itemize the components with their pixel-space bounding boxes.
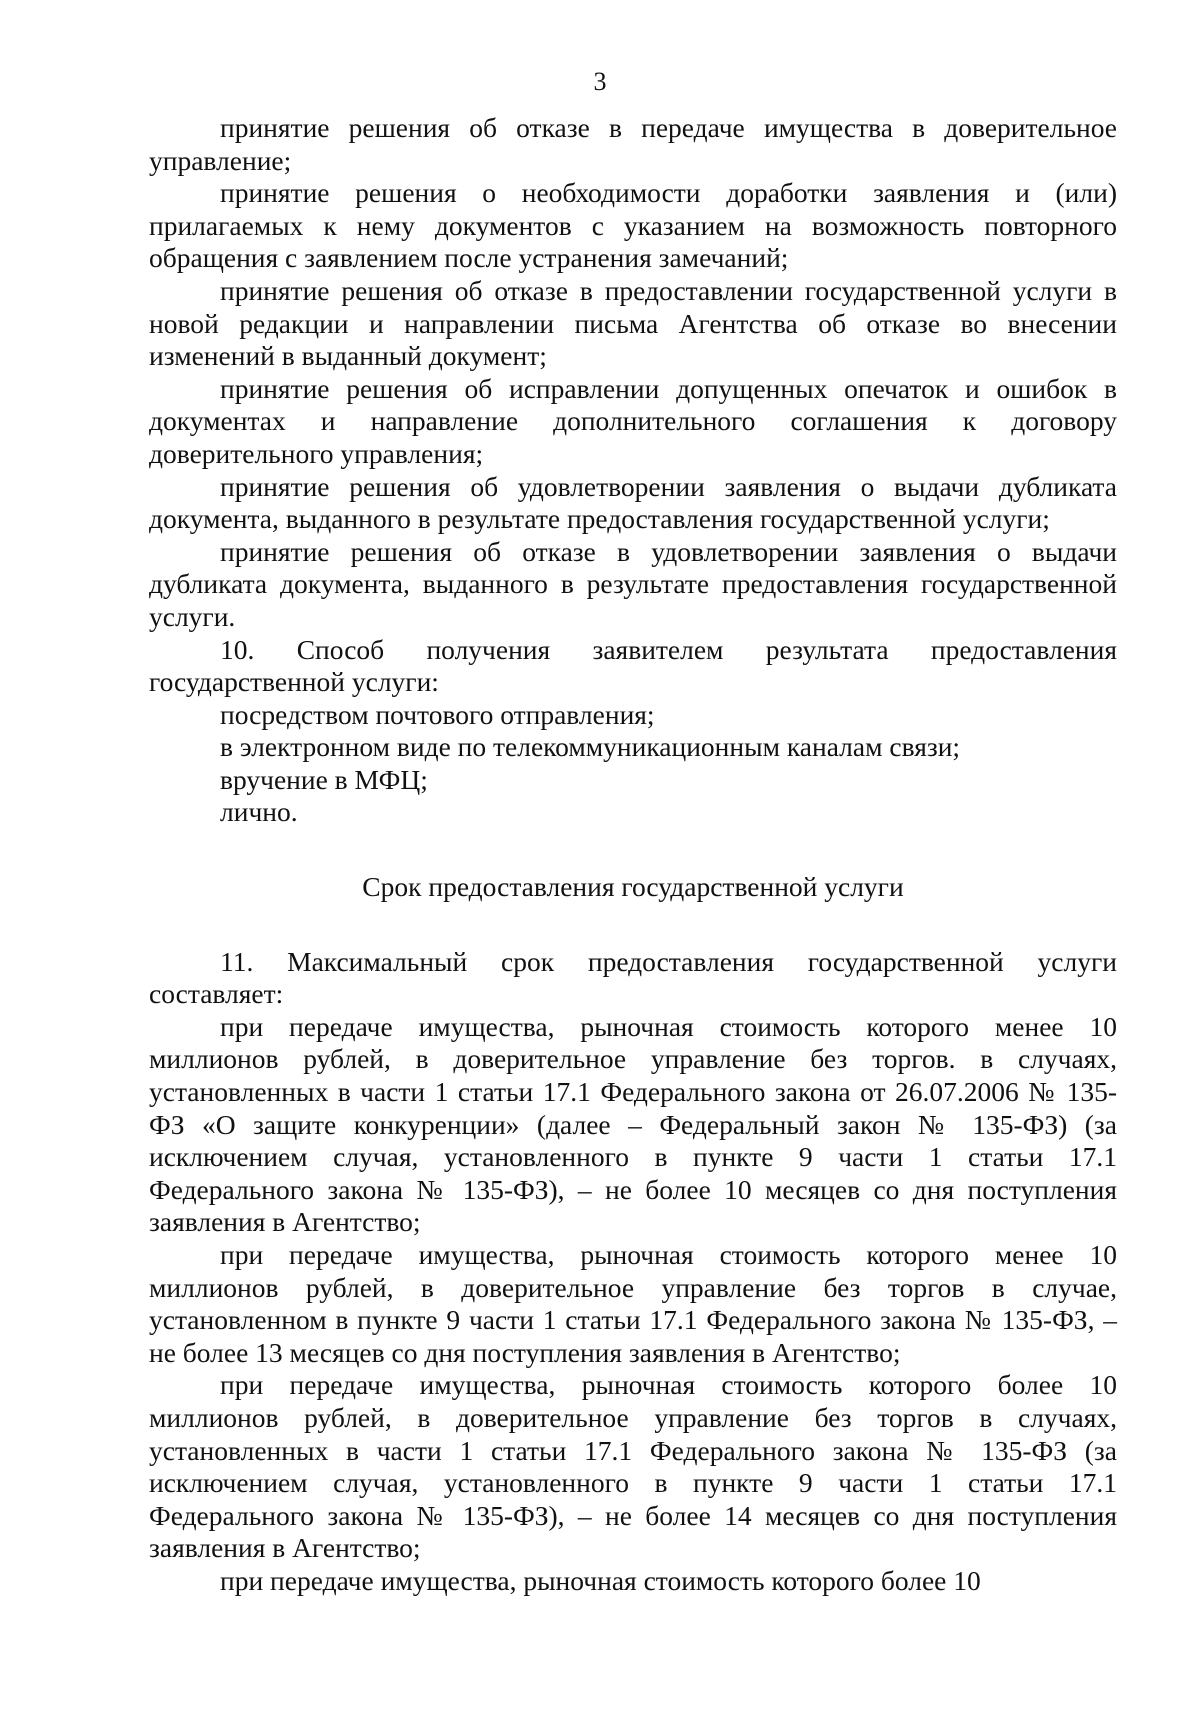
list-item: вручение в МФЦ; [220,763,428,795]
paragraph: принятие решения об исправлении допущенных опечаток и ошибок в документах и направление дополнительного соглашения к договору доверительного управления; [149,372,1117,469]
document-body [149,112,1117,1598]
list-item: посредством почтового отправления; [220,698,655,730]
paragraph-item-10: 10. Способ получения заявителем результата предоставления государственной услуги: [149,633,1117,698]
section-heading: Срок предоставления государственной услуги [362,871,904,903]
paragraph: принятие решения об отказе в передаче имущества в доверительное управление; [149,112,1117,176]
paragraph: принятие решения об отказе в предоставлении государственной услуги в новой редакции и направлении письма Агентства об отказе во внесении изменений в выданный документ; [149,274,1117,372]
paragraph: при передаче имущества, рыночная стоимость которого менее 10 миллионов рублей, в доверительное управление без торгов в случае, установленном в пункте 9 части 1 статьи 17.1 Федерального закона № 135-ФЗ, – не более 13 месяцев со дня поступления заявления в Агентство; [149,1239,1117,1368]
paragraph: при передаче имущества, рыночная стоимость которого более 10 миллионов рублей, в доверительное управление без торгов в случаях, установленных в части 1 статьи 17.1 Федерального закона № 135-ФЗ (за исключением случая, установленного в пункте 9 части 1 статьи 17.1 Федерального закона № 135-ФЗ), – не более 14 месяцев со дня поступления заявления в Агентство; [149,1369,1117,1564]
paragraph: при передаче имущества, рыночная стоимость которого менее 10 миллионов рублей, в доверительное управление без торгов. в случаях, установленных в части 1 статьи 17.1 Федерального закона от 26.07.2006 № 135-ФЗ «О защите конкуренции» (далее – Федеральный закон № 135-ФЗ) (за исключением случая, установленного в пункте 9 части 1 статьи 17.1 Федерального закона № 135-ФЗ), – не более 10 месяцев со дня поступления заявления в Агентство; [149,1010,1117,1238]
paragraph: принятие решения о необходимости доработки заявления и (или) прилагаемых к нему документов с указанием на возможность повторного обращения с заявлением после устранения замечаний; [149,177,1117,274]
paragraph: принятие решения об отказе в удовлетворении заявления о выдачи дубликата документа, выданного в результате предоставления государственной услуги. [149,535,1117,632]
list-item: лично. [220,796,298,828]
page-number: 3 [593,67,607,96]
list-item: в электронном виде по телекоммуникационным каналам связи; [220,731,961,763]
paragraph: принятие решения об удовлетворении заявления о выдачи дубликата документа, выданного в результате предоставления государственной услуги; [149,470,1117,535]
paragraph: при передаче имущества, рыночная стоимость которого более 10 [220,1564,981,1596]
paragraph-item-11: 11. Максимальный срок предоставления государственной услуги составляет: [149,945,1117,1010]
